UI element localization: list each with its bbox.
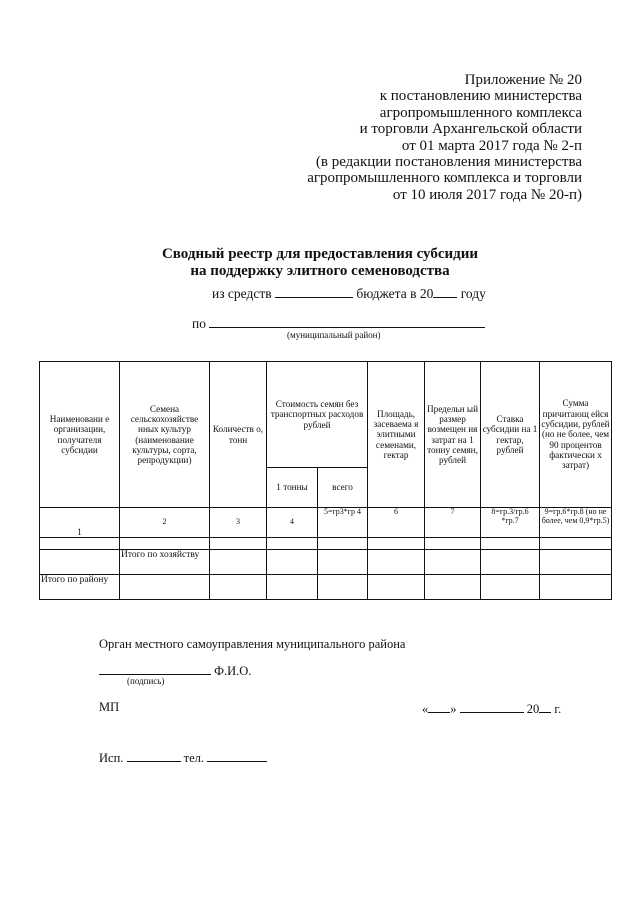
table-row-total-region xyxy=(40,575,612,600)
col-header-subsidy-sum: Сумма причитающ ейся субсидии, рублей (но не более, чем 90 процентов фактически х затрат) xyxy=(540,362,612,508)
header-line: к постановлению министерства xyxy=(379,88,582,105)
day-blank[interactable] xyxy=(428,700,450,713)
col-number: 3 xyxy=(210,508,267,538)
table-row-total-farm xyxy=(40,550,612,575)
executor-label: Исп. xyxy=(99,751,124,765)
signature-blank[interactable] xyxy=(99,662,211,675)
col-number: 5=гр3*гр 4 xyxy=(318,508,368,538)
col-number: 4 xyxy=(267,508,318,538)
col-number: 6 xyxy=(368,508,425,538)
month-blank[interactable] xyxy=(460,700,524,713)
title-line-2: на поддержку элитного семеноводства xyxy=(190,262,450,279)
header-line: Приложение № 20 xyxy=(464,72,582,88)
date-suffix: г. xyxy=(554,702,562,716)
col-header-rate: Ставка субсидии на 1 гектар, рублей xyxy=(481,362,540,508)
col-header-area: Площадь, засеваема я элитными семенами, гектар xyxy=(368,362,425,508)
title-line-1: Сводный реестр для предоставления субсидии xyxy=(161,246,479,262)
header-line: от 01 марта 2017 года № 2-п xyxy=(401,137,582,154)
fio-label: Ф.И.О. xyxy=(214,664,252,678)
header-line: агропромышленного комплекса и торговли xyxy=(307,170,582,187)
executor-line xyxy=(99,749,267,766)
total-farm-label: Итого по хозяйству xyxy=(120,550,210,575)
date-line: « » 20 г. xyxy=(422,702,562,716)
region-blank[interactable] xyxy=(209,315,485,328)
funds-suffix: году xyxy=(460,286,486,301)
funds-middle: бюджета в 20 xyxy=(356,286,434,301)
col-header-max-reimbursement: Предельн ый размер возмещен ия затрат на 1 тонну семян, рублей xyxy=(425,362,481,508)
signature-caption: (подпись) xyxy=(127,676,165,686)
region-caption: (муниципальный район) xyxy=(287,330,381,340)
header-line: агропромышленного комплекса xyxy=(379,104,582,121)
phone-label: тел. xyxy=(183,751,205,765)
col-number: 8=гр.3/гр.6 *гр.7 xyxy=(481,508,540,538)
col-header-organization: Наименовани е организации, получателя субсидии xyxy=(40,362,120,508)
col-number: 9=гр.6*гр.8 (но не более, чем 0,9*гр.5) xyxy=(540,508,612,538)
header-line: (в редакции постановления министерства xyxy=(315,154,582,171)
budget-blank[interactable] xyxy=(275,285,353,298)
document-title xyxy=(0,246,640,279)
col-header-cost-total: всего xyxy=(318,468,368,508)
date-year: 20 xyxy=(526,702,540,716)
signature-line xyxy=(99,662,251,679)
header-line: от 10 июля 2017 года № 20-п) xyxy=(392,186,582,203)
phone-blank[interactable] xyxy=(207,749,267,762)
header-line: и торговли Архангельской области xyxy=(359,121,582,138)
registry-table xyxy=(39,361,612,600)
col-number: 7 xyxy=(425,508,481,538)
year-suffix-blank[interactable] xyxy=(539,700,551,713)
organ-label: Орган местного самоуправления муниципального района xyxy=(99,637,406,651)
year-blank[interactable] xyxy=(433,285,457,298)
table-row xyxy=(40,538,612,550)
executor-blank[interactable] xyxy=(127,749,181,762)
col-header-cost: Стоимость семян без транспортных расходов рублей xyxy=(267,362,368,468)
mp-label: МП xyxy=(99,700,120,714)
funds-prefix: из средств xyxy=(212,286,272,301)
col-number: 1 xyxy=(40,508,120,538)
total-region-label: Итого по району xyxy=(40,575,120,600)
col-number: 2 xyxy=(120,508,210,538)
col-header-seeds: Семена сельскохозяйстве нных культур (наименование культуры, сорта, репродукции) xyxy=(120,362,210,508)
col-header-quantity: Количеств о, тонн xyxy=(210,362,267,508)
approval-header xyxy=(307,72,582,203)
region-prefix: по xyxy=(192,316,206,331)
funds-line xyxy=(212,285,486,302)
col-header-cost-per-ton: 1 тонны xyxy=(267,468,318,508)
